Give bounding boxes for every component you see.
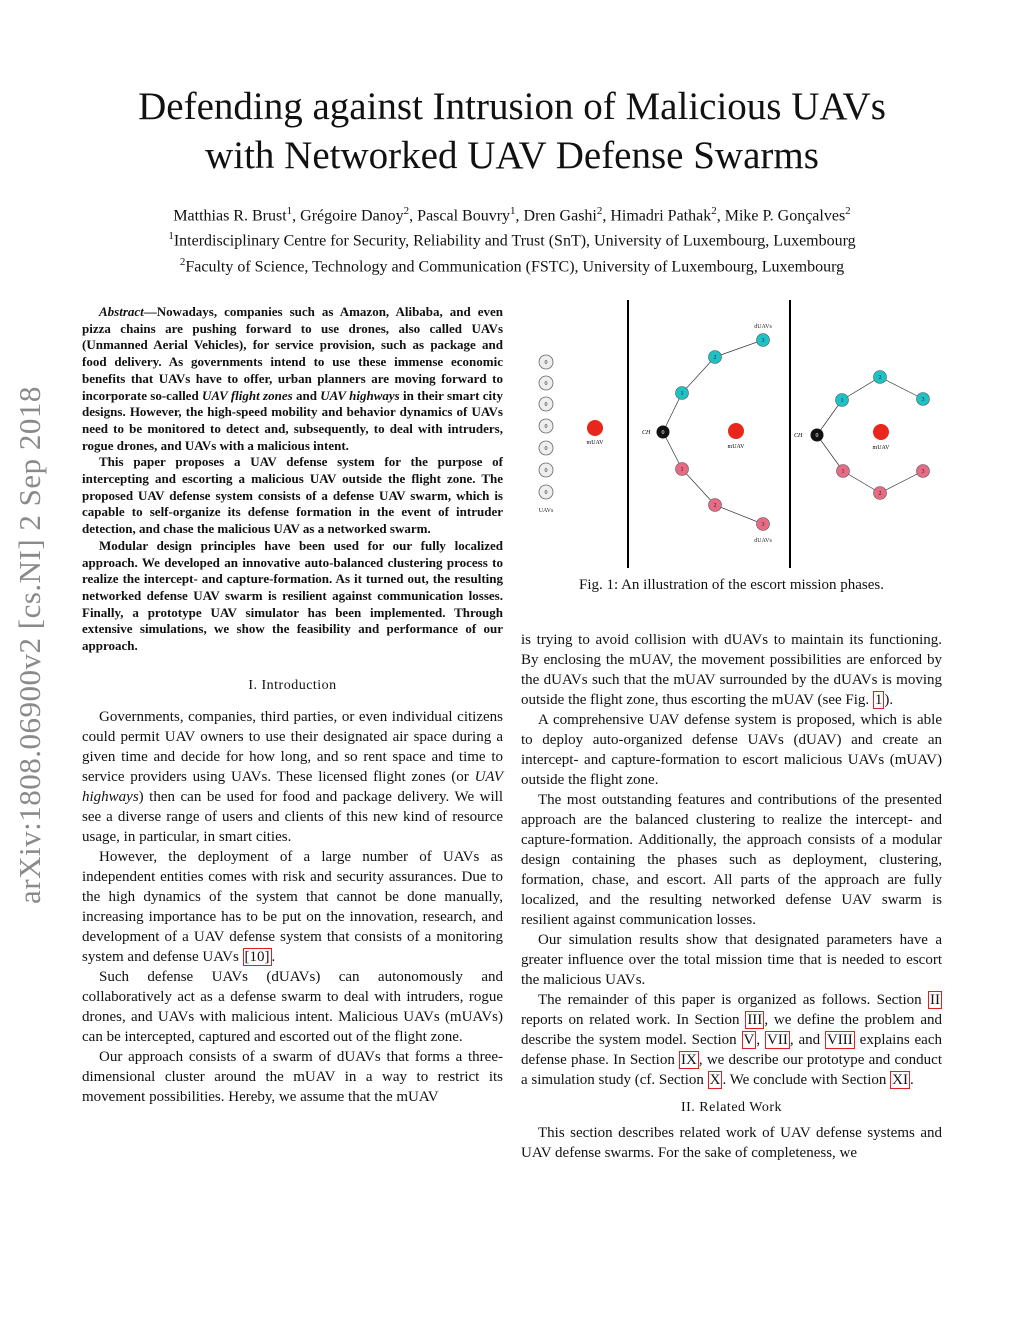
svg-text:0: 0 bbox=[661, 430, 665, 436]
abstract-p3: Modular design principles have been used for our fully localized approach. We developed an innovative auto-balanced clustering process to realize the intercept- and capture-formation. As it turned out, the resulting networked defense UAV swarm is resilient against communication losses. Finally, a prototype UAV simulator has been implemented. Through extensive simulations, we show the feasibility and performance of our approach. bbox=[82, 537, 503, 654]
section-link[interactable]: VII bbox=[767, 1032, 788, 1048]
fig-ref-link[interactable]: 1 bbox=[874, 692, 883, 708]
intro-p1: Governments, companies, third parties, or even individual citizens could permit UAV owners to use their designated air space during a given time and decide for how long, and so rent space and time to service providers using UAVs. These licensed flight zones (or UAV highways) then can be used for food and package delivery. We will see a diverse range of users and clients of this new kind of resource usage, in particular, in smart cities. bbox=[82, 708, 503, 845]
svg-text:0: 0 bbox=[544, 381, 548, 387]
svg-text:1: 1 bbox=[680, 391, 684, 397]
left-column bbox=[82, 304, 503, 1107]
svg-text:1: 1 bbox=[841, 469, 845, 475]
paper-title: Defending against Intrusion of Malicious UAVs with Networked UAV Defense Swarms bbox=[138, 85, 886, 177]
svg-text:0: 0 bbox=[544, 446, 548, 452]
right-p3: Our simulation results show that designated parameters have a greater influence over the total mission time that is needed to escort the malicious UAVs. bbox=[521, 932, 942, 988]
muav-node bbox=[587, 420, 603, 436]
svg-text:mUAV: mUAV bbox=[872, 445, 890, 451]
svg-text:0: 0 bbox=[544, 468, 548, 474]
figure-caption: Fig. 1: An illustration of the escort mission phases. bbox=[579, 577, 884, 593]
author-block bbox=[60, 201, 964, 277]
svg-text:0: 0 bbox=[544, 490, 548, 496]
right-p5: This section describes related work of UAV defense systems and UAV defense swarms. For the sake of completeness, we bbox=[521, 1125, 942, 1161]
panel-clustering bbox=[663, 340, 763, 524]
svg-text:3: 3 bbox=[761, 338, 765, 344]
svg-text:2: 2 bbox=[878, 375, 882, 381]
affiliation-1: $^1$Interdisciplinary Centre for Security, Reliability and Trust (SnT), University of Luxembourg, Luxembourg bbox=[168, 230, 856, 250]
introduction bbox=[82, 678, 503, 1107]
svg-text:3: 3 bbox=[921, 397, 925, 403]
intro-p2: However, the deployment of a large number of UAVs as independent entities comes with risk and security assurances. Due to the high dynamics of the system that cannot be done manually, increasing importance has to be put on the innovation, research, and development of a UAV defense system that consists of a monitoring system and defense UAVs [10] . bbox=[82, 848, 503, 965]
svg-text:dUAVs: dUAVs bbox=[754, 324, 772, 330]
svg-text:2: 2 bbox=[878, 491, 882, 497]
svg-text:0: 0 bbox=[815, 433, 819, 439]
right-p0: is trying to avoid collision with dUAVs to maintain its functioning. By enclosing the mUAV, the movement possibilities are enforced by the dUAVs such that the mUAV surrounded by the dUAVs is moving outside the flight zone, thus escorting the mUAV (see Fig. 1 ). bbox=[521, 632, 942, 708]
svg-text:3: 3 bbox=[761, 522, 765, 528]
svg-text:1: 1 bbox=[840, 398, 844, 404]
section-link[interactable]: XI bbox=[892, 1072, 908, 1088]
svg-text:3: 3 bbox=[921, 469, 925, 475]
citation-link[interactable]: [10] bbox=[244, 948, 270, 965]
affiliation-2: $^2$Faculty of Science, Technology and Communication (FSTC), University of Luxembourg, Luxembourg bbox=[179, 255, 845, 275]
right-p2: The most outstanding features and contributions of the presented approach are the balanced clustering to realize the intercept- and capture-formation. Additionally, the approach consists of a modular design containing the phases such as deployment, clustering, formation, chase, and escort. All parts of the approach are fully localized, and the resulting networked defense UAV swarm is resilient against communication losses. bbox=[521, 792, 942, 928]
abstract-p2: This paper proposes a UAV defense system for the purpose of intercepting and escorting a malicious UAV outside the flight zone. The proposed UAV defense system consists of a defense UAV swarm, which is capable to self-organize its defense formation in the event of intruder detection, and chase the malicious UAV as a networked swarm. bbox=[82, 454, 503, 537]
svg-text:1: 1 bbox=[680, 467, 684, 473]
section-link[interactable]: VIII bbox=[826, 1032, 853, 1048]
section-link[interactable]: III bbox=[747, 1012, 763, 1028]
section-link[interactable]: II bbox=[930, 992, 940, 1008]
section-link[interactable]: IX bbox=[681, 1052, 697, 1068]
svg-text:CH: CH bbox=[794, 433, 803, 439]
figure-escort-phases bbox=[521, 300, 942, 570]
abstract-p1: Abstract—Nowadays, companies such as Amazon, Alibaba, and even pizza chains are pushing forward to use drones, also called UAVs (Unmanned Aerial Vehicles), for service provision, such as package and food delivery. As governments intend to use these immense economic benefits that UAVs have to offer, urban planners are moving forward to incorporate so-called UAV flight zones and UAV highways in their smart city designs. However, the high-speed mobility and behavior dynamics of UAVs need to be monitored to detect and, subsequently, to deal with intruders, rogue drones, and UAVs with a malicious intent. bbox=[82, 304, 503, 453]
svg-text:mUAV: mUAV bbox=[586, 440, 604, 446]
abstract bbox=[82, 304, 503, 655]
panel-formation bbox=[817, 377, 923, 493]
svg-text:0: 0 bbox=[544, 360, 548, 366]
section-heading-related-work: II. Related Work bbox=[680, 1100, 783, 1115]
section-heading-introduction: I. Introduction bbox=[248, 677, 337, 693]
svg-text:2: 2 bbox=[713, 503, 717, 509]
arxiv-sidebar: arXiv:1808.06900v2 [cs.NI] 2 Sep 2018 bbox=[12, 386, 47, 904]
right-p4: The remainder of this paper is organized as follows. Section II reports on related work. In Section III , we define the problem and describe the system model. Section V , VII , and VIII explains each defense phase. In Section IX , we describe our prototype and conduct a simulation study (cf. Section X . We conclude with Section XI . bbox=[521, 992, 942, 1088]
section-link[interactable]: X bbox=[709, 1072, 721, 1088]
svg-text:0: 0 bbox=[544, 402, 548, 408]
svg-text:UAVs: UAVs bbox=[538, 508, 554, 514]
right-p1: A comprehensive UAV defense system is proposed, which is able to deploy auto-organized defense UAVs (dUAV) and create an intercept- and capture-formation to escort malicious UAVs (mUAV) outside the flight zone. bbox=[521, 712, 942, 788]
author-list: Matthias R. Brust$^1$, Grégoire Danoy$^2$, Pascal Bouvry$^1$, Dren Gashi$^2$, Himadri Pathak$^2$, Mike P. Gonçalves$^2$ bbox=[173, 205, 851, 225]
svg-text:2: 2 bbox=[713, 355, 717, 361]
svg-text:CH: CH bbox=[642, 430, 651, 436]
right-column bbox=[521, 630, 942, 1163]
section-link[interactable]: V bbox=[743, 1032, 755, 1048]
svg-text:dUAVs: dUAVs bbox=[754, 538, 772, 544]
intro-p3: Such defense UAVs (dUAVs) can autonomously and collaboratively act as a defense swarm to deal with intruders, rogue drones, and UAVs with malicious intent. Malicious UAVs (mUAVs) can be intercepted, captured and escorted out of the flight zone. bbox=[82, 968, 503, 1045]
svg-text:0: 0 bbox=[544, 424, 548, 430]
svg-text:mUAV: mUAV bbox=[727, 444, 745, 450]
intro-p4: Our approach consists of a swarm of dUAVs that forms a three-dimensional cluster around the mUAV in a way to restrict its movement possibilities. Hereby, we assume that the mUAV bbox=[82, 1048, 503, 1105]
